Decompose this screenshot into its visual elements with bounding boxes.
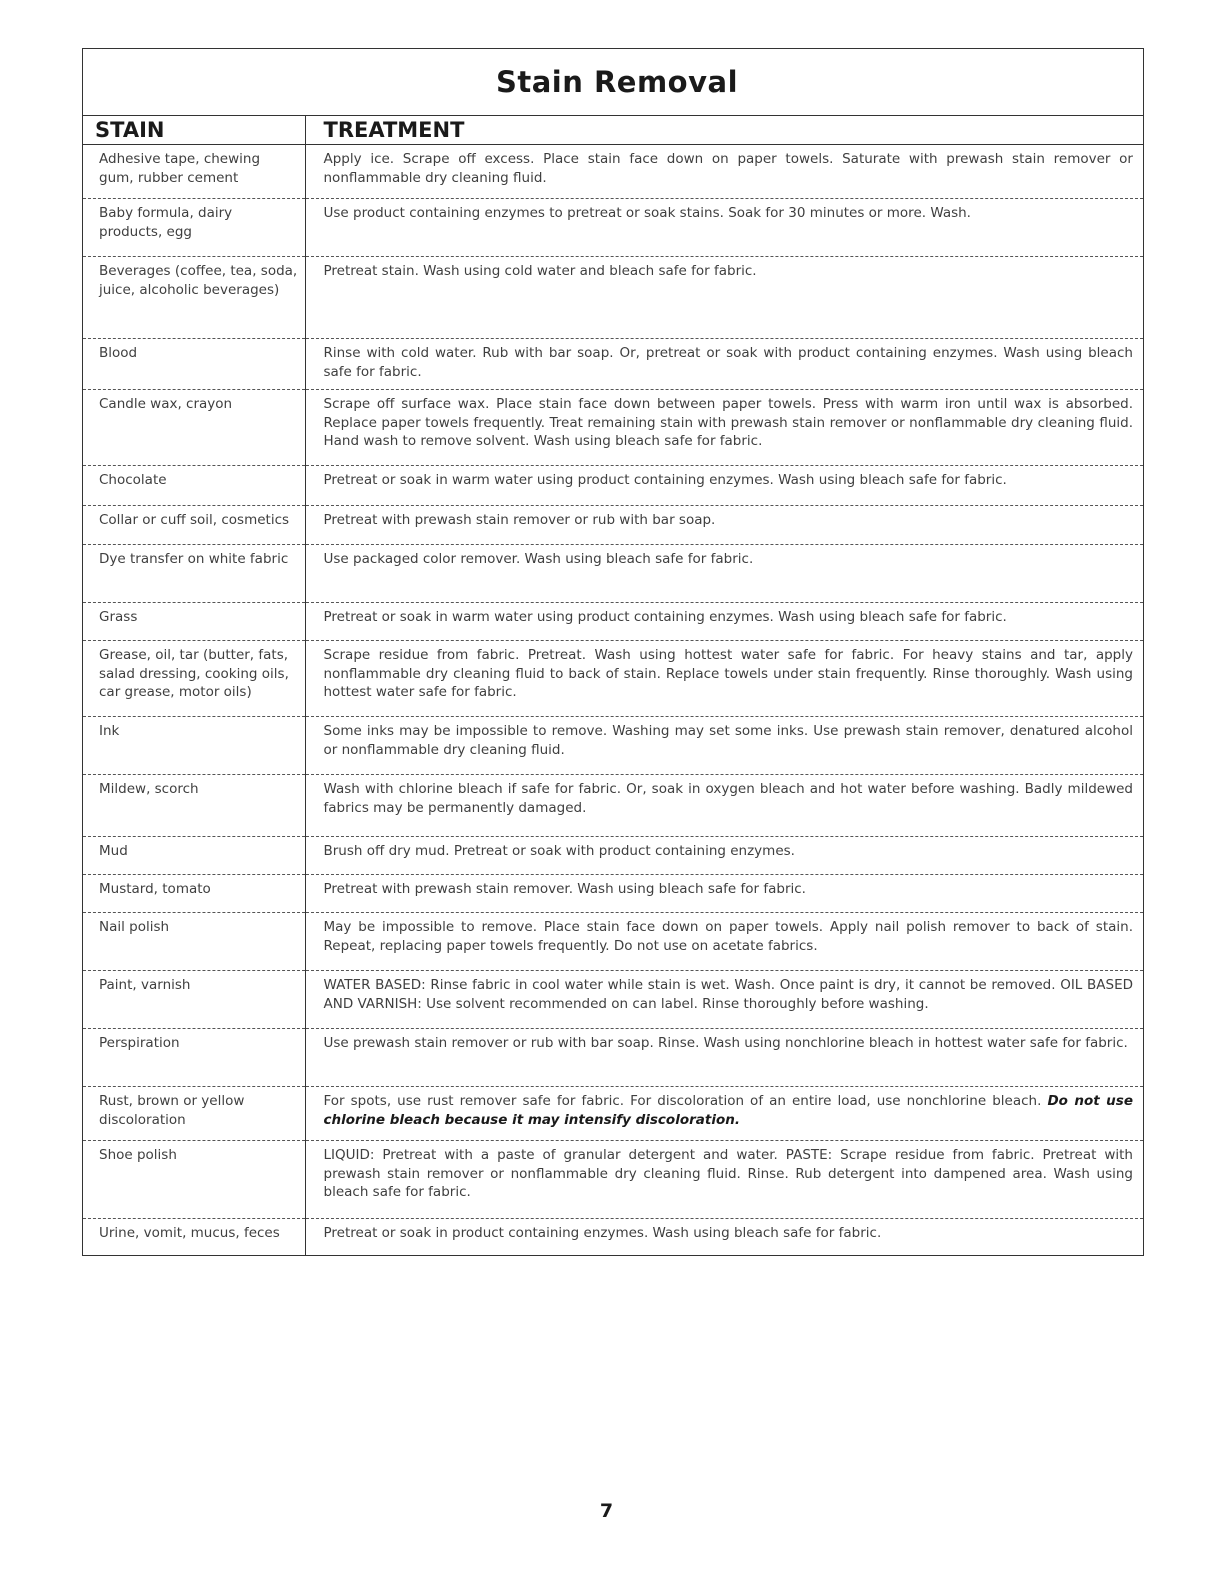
- treatment-cell: [305, 545, 1143, 603]
- treatment-text: Use product containing enzymes to pretreat or soak stains. Soak for 30 minutes or more. Wash.: [323, 205, 971, 221]
- treatment-cell: [305, 1029, 1143, 1087]
- treatment-text: Pretreat with prewash stain remover or rub with bar soap.: [323, 512, 716, 528]
- stain-text: Urine, vomit, mucus, feces: [99, 1225, 280, 1241]
- treatment-text: Pretreat or soak in product containing enzymes. Wash using bleach safe for fabric.: [323, 1225, 882, 1241]
- stain-cell: [83, 875, 305, 913]
- treatment-cell: [305, 971, 1143, 1029]
- treatment-column-header: TREATMENT: [305, 116, 1143, 145]
- stain-cell: [83, 257, 305, 339]
- table-row: [83, 875, 1143, 913]
- table-row: [83, 506, 1143, 545]
- stain-cell: [83, 506, 305, 545]
- stain-text: Nail polish: [99, 919, 170, 935]
- stain-cell: [83, 603, 305, 641]
- treatment-text: For spots, use rust remover safe for fabric. For discoloration of an entire load, use nonchlorine bleach.: [323, 1093, 1042, 1109]
- stain-cell: [83, 971, 305, 1029]
- treatment-cell: [305, 1141, 1143, 1219]
- stain-text: Mustard, tomato: [99, 881, 211, 897]
- stain-text: Shoe polish: [99, 1147, 177, 1163]
- treatment-text: Scrape off surface wax. Place stain face down between paper towels. Press with warm iron until wax is absorbed. Replace paper towels frequently. Treat remaining stain with prewash stain remover or nonflammable dry cleaning fluid. Hand wash to remove solvent. Wash using bleach safe for fabric.: [323, 396, 1133, 449]
- table-row: [83, 199, 1143, 257]
- stain-text: Perspiration: [99, 1035, 180, 1051]
- stain-text: Candle wax, crayon: [99, 396, 233, 412]
- stain-cell: [83, 913, 305, 971]
- treatment-text: Use packaged color remover. Wash using bleach safe for fabric.: [323, 551, 754, 567]
- table-row: [83, 1087, 1143, 1141]
- treatment-cell: [305, 913, 1143, 971]
- table-row: [83, 913, 1143, 971]
- stain-removal-table-frame: [82, 48, 1144, 1256]
- table-row: [83, 1141, 1143, 1219]
- stain-cell: [83, 390, 305, 466]
- stain-cell: [83, 199, 305, 257]
- treatment-text: Pretreat or soak in warm water using product containing enzymes. Wash using bleach safe for fabric.: [323, 609, 1007, 625]
- stain-cell: [83, 466, 305, 506]
- treatment-text: Pretreat stain. Wash using cold water and bleach safe for fabric.: [323, 263, 757, 279]
- treatment-cell: [305, 390, 1143, 466]
- table-row: [83, 717, 1143, 775]
- treatment-text: Pretreat or soak in warm water using product containing enzymes. Wash using bleach safe for fabric.: [323, 472, 1007, 488]
- stain-text: Rust, brown or yellow discoloration: [99, 1093, 245, 1128]
- table-row: [83, 603, 1143, 641]
- treatment-text: Use prewash stain remover or rub with bar soap. Rinse. Wash using nonchlorine bleach in hottest water safe for fabric.: [323, 1035, 1128, 1051]
- stain-cell: [83, 837, 305, 875]
- table-row: [83, 257, 1143, 339]
- stain-cell: [83, 775, 305, 837]
- stain-text: Beverages (coffee, tea, soda, juice, alcoholic beverages): [99, 263, 298, 298]
- treatment-cell: [305, 875, 1143, 913]
- stain-column-header: STAIN: [83, 116, 305, 145]
- treatment-cell: [305, 717, 1143, 775]
- stain-text: Dye transfer on white fabric: [99, 551, 289, 567]
- stain-text: Ink: [99, 723, 120, 739]
- treatment-cell: [305, 466, 1143, 506]
- treatment-text: Pretreat with prewash stain remover. Wash using bleach safe for fabric.: [323, 881, 806, 897]
- table-row: [83, 339, 1143, 390]
- treatment-cell: [305, 1219, 1143, 1255]
- treatment-cell: [305, 837, 1143, 875]
- treatment-cell: [305, 145, 1143, 199]
- stain-cell: [83, 1141, 305, 1219]
- stain-text: Mildew, scorch: [99, 781, 199, 797]
- treatment-text: May be impossible to remove. Place stain face down on paper towels. Apply nail polish remover to back of stain. Repeat, replacing paper towels frequently. Do not use on acetate fabrics.: [323, 919, 1133, 954]
- table-row: [83, 837, 1143, 875]
- stain-cell: [83, 339, 305, 390]
- table-row: [83, 145, 1143, 199]
- table-row: [83, 545, 1143, 603]
- table-row: [83, 1029, 1143, 1087]
- stain-text: Chocolate: [99, 472, 167, 488]
- table-row: [83, 466, 1143, 506]
- stain-text: Collar or cuff soil, cosmetics: [99, 512, 290, 528]
- treatment-cell: [305, 257, 1143, 339]
- stain-text: Grease, oil, tar (butter, fats, salad dressing, cooking oils, car grease, motor oils): [99, 647, 289, 700]
- table-row: [83, 1219, 1143, 1255]
- stain-text: Baby formula, dairy products, egg: [99, 205, 233, 240]
- stain-text: Mud: [99, 843, 128, 859]
- stain-text: Blood: [99, 345, 138, 361]
- treatment-text: WATER BASED: Rinse fabric in cool water while stain is wet. Wash. Once paint is dry, it cannot be removed. OIL BASED AND VARNISH: Use solvent recommended on can label. Rinse thoroughly before washing.: [323, 977, 1133, 1012]
- stain-cell: [83, 545, 305, 603]
- treatment-cell: [305, 199, 1143, 257]
- treatment-warning: Do not use chlorine bleach because it may intensify discoloration.: [323, 1093, 1133, 1128]
- treatment-text: Scrape residue from fabric. Pretreat. Wash using hottest water safe for fabric. For heavy stains and tar, apply nonflammable dry cleaning fluid to back of stain. Replace towels under stain frequently. Rinse thoroughly. Wash using hottest water safe for fabric.: [323, 647, 1133, 700]
- stain-cell: [83, 1087, 305, 1141]
- treatment-cell: [305, 506, 1143, 545]
- page-number: 7: [599, 1500, 614, 1522]
- treatment-cell: [305, 339, 1143, 390]
- treatment-cell: [305, 1087, 1143, 1141]
- stain-cell: [83, 717, 305, 775]
- stain-cell: [83, 1219, 305, 1255]
- page-title: Stain Removal: [495, 65, 739, 99]
- treatment-text: LIQUID: Pretreat with a paste of granular detergent and water. PASTE: Scrape residue from fabric. Pretreat with prewash stain remover or nonflammable dry cleaning fluid. Rinse. Rub detergent into dampened area. Wash using bleach safe for fabric.: [323, 1147, 1133, 1200]
- title-row: [83, 49, 1143, 116]
- header-row: [83, 116, 1143, 145]
- stain-cell: [83, 1029, 305, 1087]
- table-row: [83, 390, 1143, 466]
- treatment-cell: [305, 603, 1143, 641]
- stain-text: Paint, varnish: [99, 977, 191, 993]
- stain-text: Adhesive tape, chewing gum, rubber cement: [99, 151, 261, 186]
- stain-text: Grass: [99, 609, 138, 625]
- table-row: [83, 641, 1143, 717]
- treatment-text: Rinse with cold water. Rub with bar soap. Or, pretreat or soak with product containing enzymes. Wash using bleach safe for fabric.: [323, 345, 1133, 380]
- treatment-text: Brush off dry mud. Pretreat or soak with product containing enzymes.: [323, 843, 795, 859]
- table-body: [83, 145, 1143, 1255]
- treatment-text: Wash with chlorine bleach if safe for fabric. Or, soak in oxygen bleach and hot water before washing. Badly mildewed fabrics may be permanently damaged.: [323, 781, 1133, 816]
- stain-cell: [83, 641, 305, 717]
- stain-table: [83, 116, 1143, 1255]
- table-row: [83, 971, 1143, 1029]
- treatment-text: Some inks may be impossible to remove. Washing may set some inks. Use prewash stain remover, denatured alcohol or nonflammable dry cleaning fluid.: [323, 723, 1133, 758]
- treatment-text: Apply ice. Scrape off excess. Place stain face down on paper towels. Saturate with prewash stain remover or nonflammable dry cleaning fluid.: [323, 151, 1133, 186]
- treatment-cell: [305, 775, 1143, 837]
- treatment-cell: [305, 641, 1143, 717]
- table-row: [83, 775, 1143, 837]
- stain-cell: [83, 145, 305, 199]
